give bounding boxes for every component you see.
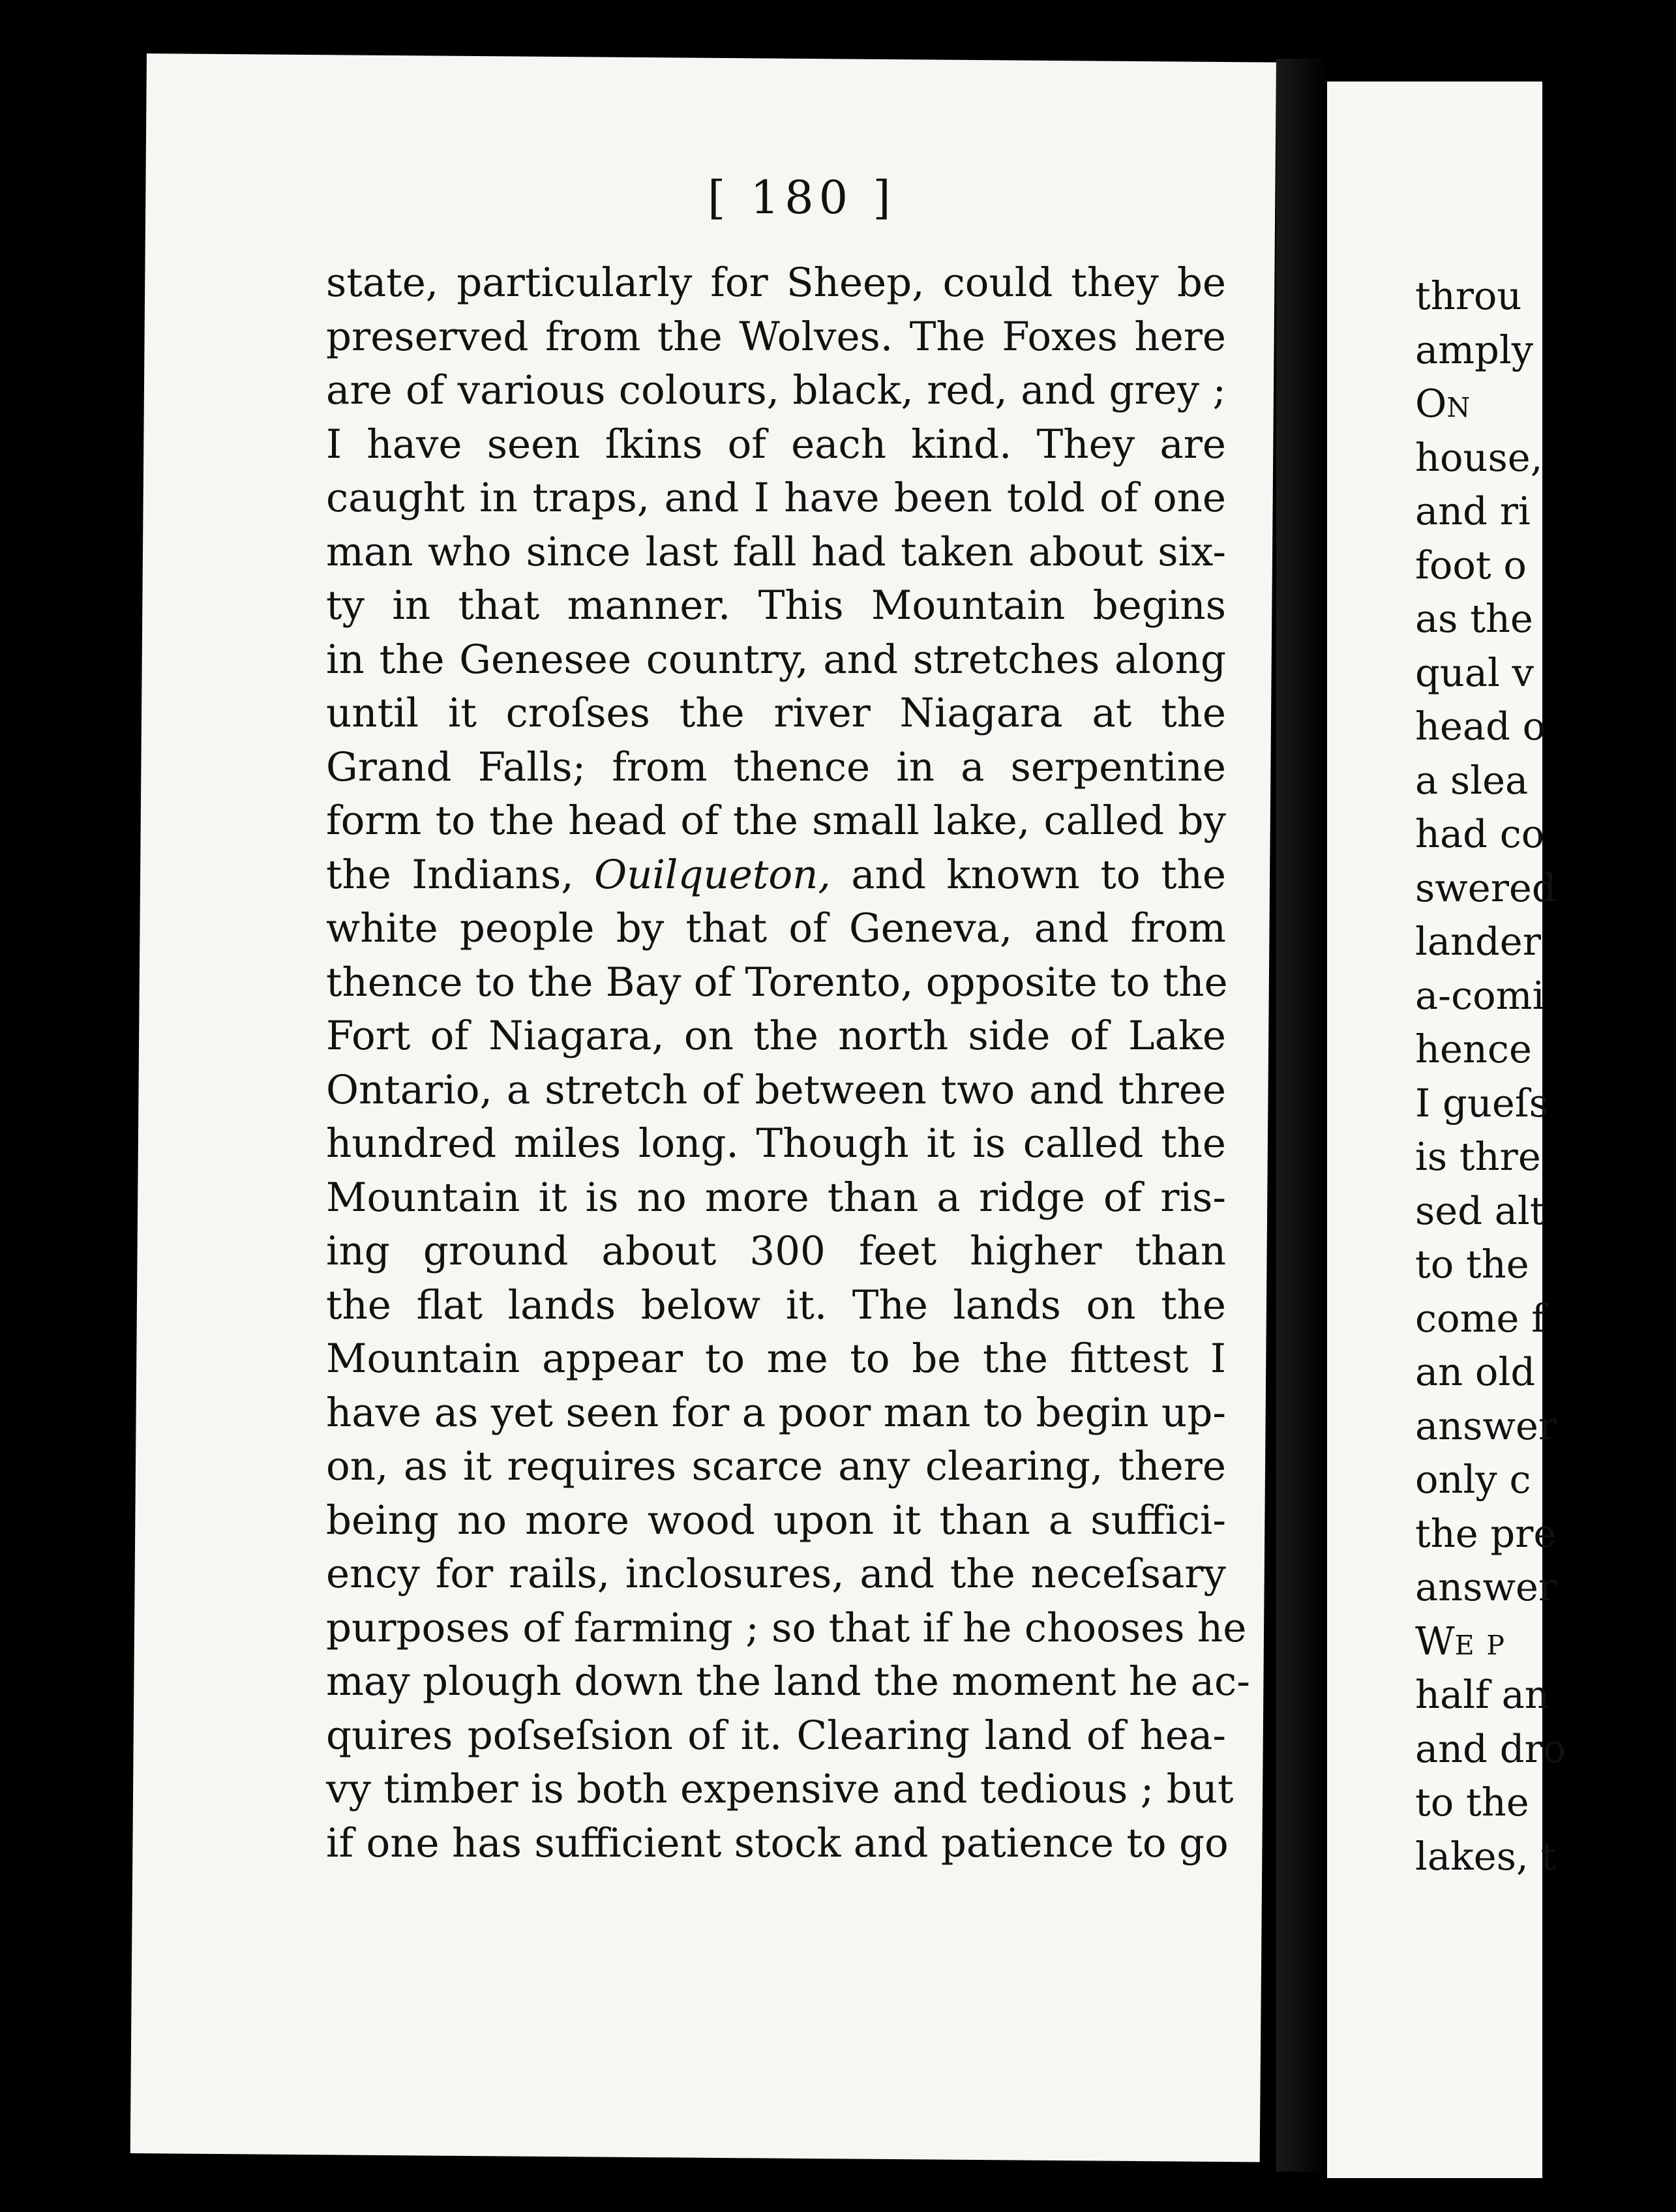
text-segment: and known to the [851, 851, 1226, 898]
text-line-with-italic [326, 848, 1226, 903]
text-segment: the Indians, [326, 851, 574, 898]
text-line: I gueſs [1415, 1080, 1549, 1126]
text-line: come f [1415, 1295, 1546, 1341]
text-line: have as yet seen for a poor man to begin up- [326, 1389, 1226, 1436]
text-line: lander [1415, 919, 1541, 964]
text-line: On [1415, 381, 1471, 426]
text-line: and ri [1415, 488, 1531, 533]
text-line: ing ground about 300 feet higher than [326, 1228, 1226, 1274]
text-line: had co [1415, 811, 1545, 856]
left-page-text [326, 256, 1250, 1870]
text-line: a slea [1415, 757, 1529, 803]
text-line: half an [1415, 1672, 1549, 1717]
right-page-text [1415, 269, 1676, 1883]
text-line: man who since last fall had taken about six- [326, 528, 1226, 575]
text-line: caught in traps, and I have been told of one [326, 475, 1226, 521]
text-line: may plough down the land the moment he ac- [326, 1658, 1250, 1705]
text-line: the flat lands below it. The lands on the [326, 1281, 1226, 1328]
text-line: an old [1415, 1349, 1536, 1394]
text-line: state, particularly for Sheep, could they be [326, 260, 1226, 306]
text-line: to the [1415, 1242, 1529, 1287]
text-line: preserved from the Wolves. The Foxes here [326, 313, 1226, 360]
book-gutter [1276, 59, 1327, 2172]
text-line: I have seen ſkins of each kind. They are [326, 421, 1226, 468]
text-line: ty in that manner. This Mountain begins [326, 582, 1226, 629]
text-line: Fort of Niagara, on the north side of Lake [326, 1013, 1226, 1059]
text-line: throu [1415, 273, 1522, 318]
text-line: if one has sufficient stock and patience to go [326, 1819, 1229, 1866]
text-line: ency for rails, inclosures, and the neceſsary [326, 1551, 1226, 1597]
text-line: vy timber is both expensive and tedious ; but [326, 1766, 1234, 1812]
text-line: sed alt [1415, 1188, 1546, 1233]
text-line: being no more wood upon it than a suffici- [326, 1497, 1226, 1544]
text-line: form to the head of the small lake, called by [326, 798, 1226, 844]
text-line: amply [1415, 327, 1534, 372]
text-line: quires poſseſsion of it. Clearing land of hea- [326, 1712, 1226, 1759]
text-line: hundred miles long. Though it is called the [326, 1120, 1226, 1167]
text-line: until it croſses the river Niagara at the [326, 690, 1226, 736]
text-line: thence to the Bay of Torento, opposite to the [326, 959, 1228, 1006]
text-line: We p [1415, 1618, 1504, 1664]
text-line: lakes, t [1415, 1833, 1557, 1879]
text-line: head o [1415, 704, 1546, 749]
text-line: to the [1415, 1780, 1529, 1825]
text-line: the pre [1415, 1510, 1557, 1556]
text-line: a-comi [1415, 972, 1545, 1018]
text-line: only c [1415, 1457, 1531, 1502]
text-line: answer [1415, 1403, 1557, 1448]
text-line: Mountain it is no more than a ridge of ris- [326, 1174, 1226, 1221]
text-line: purposes of farming ; so that if he chooses he [326, 1604, 1247, 1651]
text-line: and dro [1415, 1726, 1566, 1771]
text-line: white people by that of Geneva, and from [326, 905, 1226, 951]
text-line: is thre [1415, 1134, 1541, 1179]
text-line: swered [1415, 865, 1557, 910]
text-line: in the Genesee country, and stretches along [326, 636, 1226, 683]
text-line: qual v [1415, 650, 1534, 695]
page-number: [ 180 ] [708, 171, 896, 224]
text-line: are of various colours, black, red, and grey ; [326, 367, 1226, 413]
text-line: foot o [1415, 542, 1527, 588]
text-line: Mountain appear to me to be the fittest I [326, 1336, 1226, 1382]
text-line: Grand Falls; from thence in a serpentine [326, 743, 1226, 790]
text-line: house, [1415, 434, 1543, 480]
text-line: answer [1415, 1564, 1557, 1609]
italic-word: Ouilqueton, [594, 851, 831, 898]
text-line: on, as it requires scarce any clearing, there [326, 1443, 1226, 1489]
text-line: as the [1415, 596, 1533, 641]
text-line: hence [1415, 1026, 1532, 1071]
text-line: Ontario, a stretch of between two and three [326, 1066, 1226, 1113]
